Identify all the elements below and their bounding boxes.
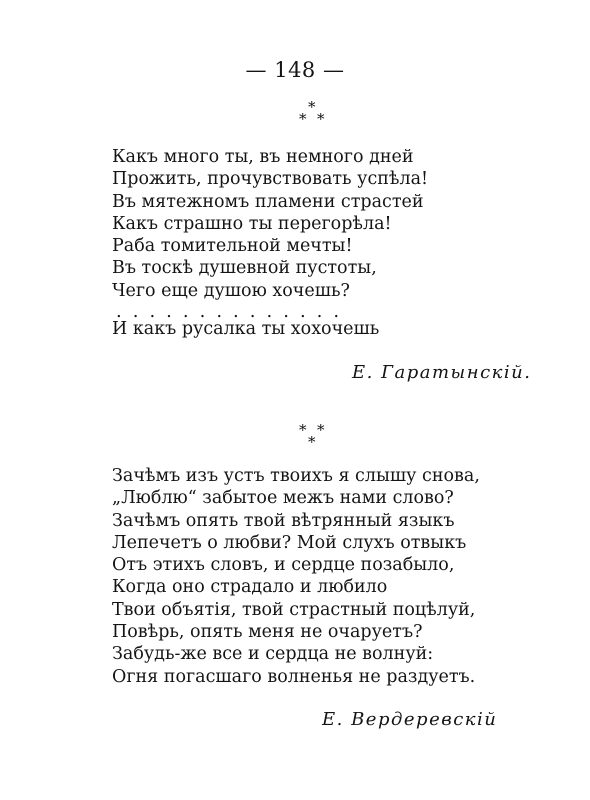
- asterism-star: *: [317, 421, 325, 439]
- poem-line: Зачѣмъ изъ устъ твоихъ я слышу снова,: [112, 466, 480, 486]
- poem-line: Чего еще душою хочешь?: [112, 280, 350, 301]
- poem-line: Отъ этихъ словъ, и сердце позабыло,: [112, 555, 455, 576]
- poem-line: Забудь-же все и сердца не волнуй:: [112, 644, 434, 665]
- asterism-top: [296, 100, 336, 132]
- poem-line: Въ тоскѣ душевной пустоты,: [112, 258, 377, 279]
- poem-1: [112, 146, 428, 302]
- author-signature: Е. Гаратынскій.: [352, 362, 532, 383]
- ellipsis-line: ..............: [116, 301, 351, 322]
- asterism-star: *: [299, 421, 307, 439]
- poem-line: Когда оно страдало и любило: [112, 577, 388, 598]
- poem-line: Какъ много ты, въ немного дней: [112, 147, 414, 167]
- asterism-star: *: [299, 110, 307, 128]
- asterism-middle: [296, 423, 336, 455]
- poem-line: Прожить, прочувствовать успѣла!: [112, 169, 429, 190]
- poem-line: Лепечетъ о любви? Мой слухъ отвыкъ: [112, 532, 467, 553]
- poem-line: Зачѣмъ опять твой вѣтрянный языкъ: [112, 510, 455, 531]
- poem-line: Повѣрь, опять меня не очаруетъ?: [112, 622, 423, 643]
- poem-line: И какъ русалка ты хохочешь: [112, 319, 380, 339]
- asterism-star: *: [317, 110, 325, 128]
- poem-line: „Люблю“ забытое межъ нами слово?: [112, 488, 454, 509]
- poem-line: Огня погасшаго волненья не раздуетъ.: [112, 666, 476, 687]
- asterism-star: *: [308, 98, 316, 116]
- page-number: — 148 —: [245, 58, 345, 82]
- author-signature: Е. Вердеревскій: [322, 709, 498, 730]
- poem-2: [112, 465, 480, 688]
- poem-line: Въ мятежномъ пламени страстей: [112, 191, 424, 212]
- poem-line: Твои объятія, твой страстный поцѣлуй,: [112, 599, 476, 620]
- poem-line: Раба томительной мечты!: [112, 236, 353, 257]
- poem-1-end: [112, 318, 379, 340]
- asterism-star: *: [308, 433, 316, 451]
- poem-line: Какъ страшно ты перегорѣла!: [112, 213, 392, 234]
